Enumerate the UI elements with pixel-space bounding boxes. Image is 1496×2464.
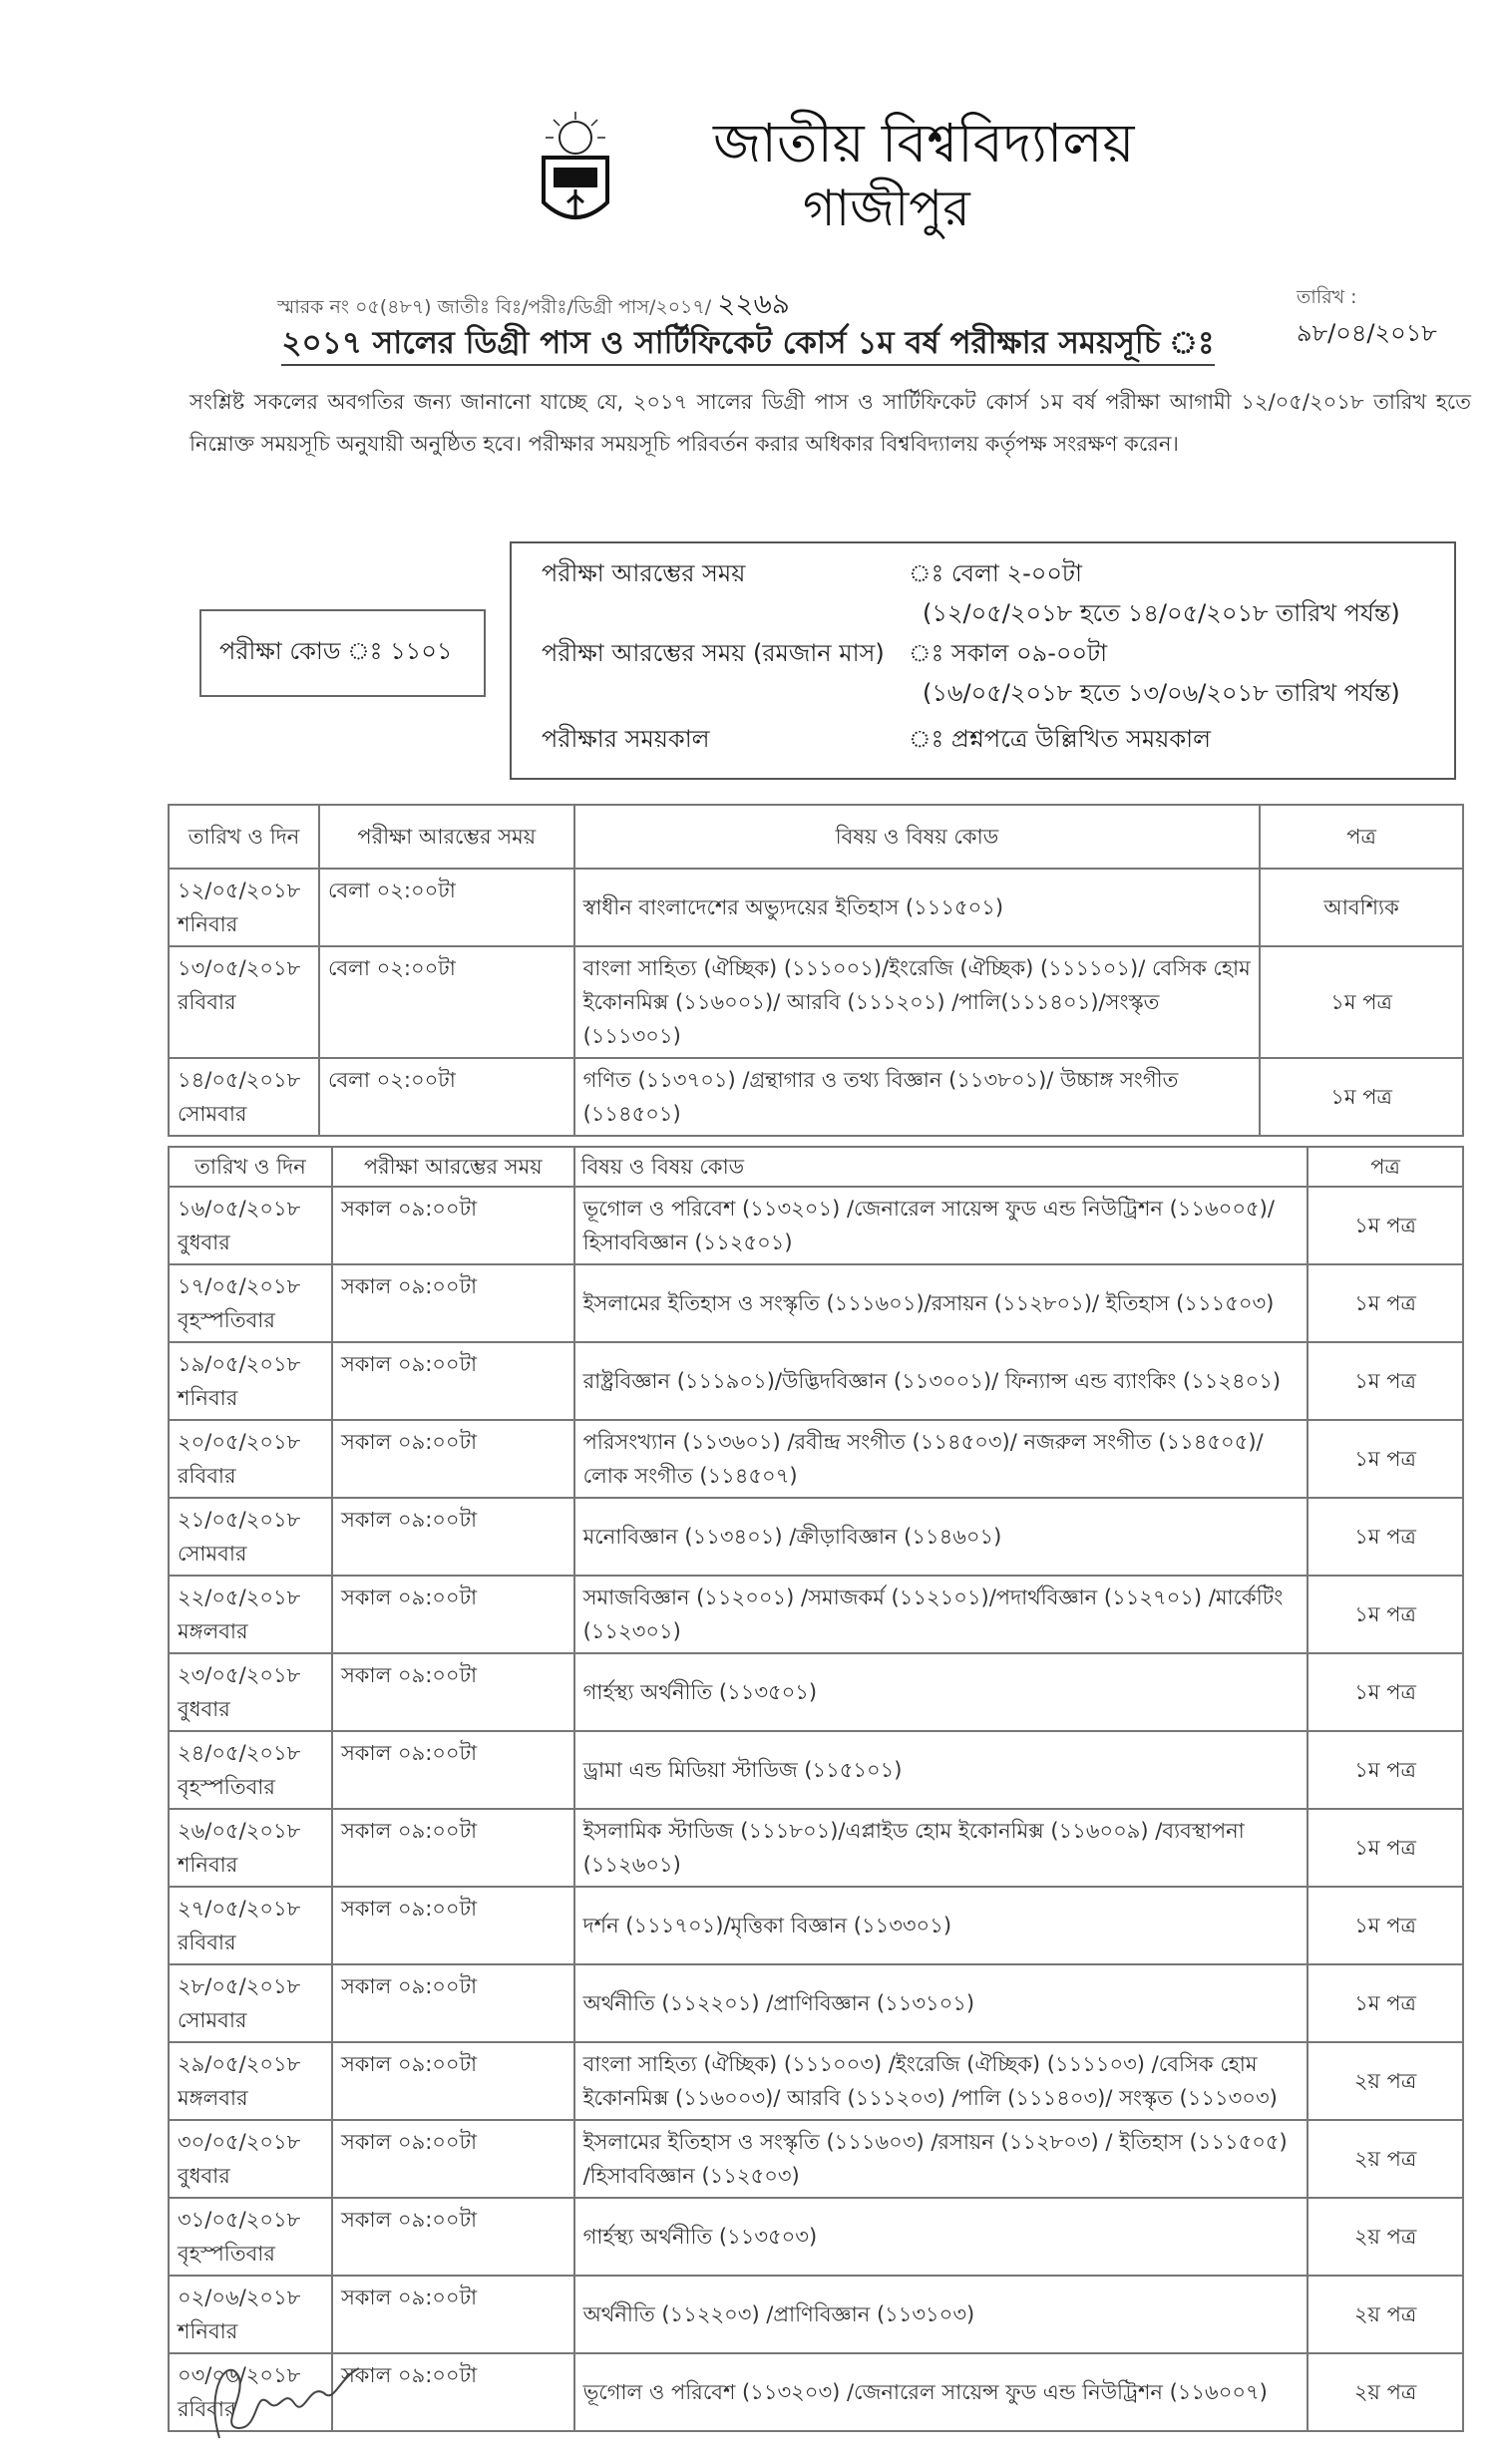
table-row [169, 1887, 1463, 1964]
exam-subject: গণিত (১১৩৭০১) /গ্রন্থাগার ও তথ্য বিজ্ঞান (১১৩৮০১)/ উচ্চাঙ্গ সংগীত (১১৪৫০১) [582, 1068, 1179, 1126]
time-cell [332, 2276, 574, 2353]
table-row [169, 2120, 1463, 2198]
paper-cell [1308, 1342, 1463, 1420]
exam-day: রবিবার [178, 1931, 236, 1954]
memo-number: ২২৬৯ [717, 287, 790, 320]
date-cell [169, 1731, 332, 1809]
time-cell [332, 1187, 574, 1264]
subject-cell [574, 1887, 1309, 1964]
subject-cell [574, 1809, 1309, 1887]
header-subject: বিষয় ও বিষয় কোড [574, 1147, 1309, 1187]
exam-date: ২৯/০৫/২০১৮ [178, 2052, 301, 2076]
subject-cell [574, 1576, 1309, 1653]
header-date: তারিখ ও দিন [169, 805, 319, 869]
exam-subject: বাংলা সাহিত্য (ঐচ্ছিক) (১১১০০৩) /ইংরেজি (ঐচ্ছিক) (১১১১০৩) /বেসিক হোম ইকোনমিক্স (১১৬০০৩)/ আরবি (১১১২০৩) /পালি (১১১৪০৩)/ সংস্কৃত (১১১৩০৩) [582, 2052, 1278, 2110]
document-title [0, 319, 1496, 371]
exam-subject: রাষ্ট্রবিজ্ঞান (১১১৯০১)/উদ্ভিদবিজ্ঞান (১১৩০০১)/ ফিন্যান্স এন্ড ব্যাংকিং (১১২৪০১) [582, 1369, 1282, 1393]
header-time: পরীক্ষা আরম্ভের সময় [319, 805, 574, 869]
exam-date: ৩০/০৫/২০১৮ [178, 2130, 301, 2154]
subject-cell [574, 1187, 1309, 1264]
paper-cell [1308, 1576, 1463, 1653]
exam-paper: ১ম পত্র [1354, 1447, 1416, 1471]
paper-cell [1308, 1653, 1463, 1731]
exam-paper: আবশ্যিক [1323, 895, 1399, 919]
paper-cell [1308, 2353, 1463, 2431]
exam-day: শনিবার [178, 912, 238, 936]
exam-date: ১৪/০৫/২০১৮ [178, 1068, 301, 1092]
title-text: ২০১৭ সালের ডিগ্রী পাস ও সার্টিফিকেট কোর্স ১ম বর্ষ পরীক্ষার সময়সূচি ঃ [281, 325, 1214, 366]
exam-day: শনিবার [178, 1386, 238, 1410]
time-cell [332, 2120, 574, 2198]
header-date: তারিখ ও দিন [169, 1147, 332, 1187]
date-cell [169, 2120, 332, 2198]
table-row [169, 1264, 1463, 1342]
time-cell [332, 1887, 574, 1964]
exam-paper: ২য় পত্র [1353, 2147, 1417, 2171]
exam-paper: ১ম পত্র [1354, 1914, 1416, 1937]
subject-cell [574, 946, 1261, 1058]
exam-time: সকাল ০৯:০০টা [340, 1197, 478, 1221]
university-name: জাতীয় বিশ্ববিদ্যালয় [713, 112, 1135, 175]
table-header-row [169, 1147, 1463, 1187]
table-header-row [169, 805, 1463, 869]
exam-date: ২২/০৫/২০১৮ [178, 1585, 301, 1609]
exam-time-info-box [510, 541, 1456, 780]
subject-cell [574, 2042, 1309, 2120]
subject-cell [574, 1653, 1309, 1731]
time-cell [319, 869, 574, 946]
header-paper: পত্র [1308, 1147, 1463, 1187]
paper-cell [1308, 1187, 1463, 1264]
exam-subject: দর্শন (১১১৭০১)/মৃত্তিকা বিজ্ঞান (১১৩৩০১) [582, 1914, 952, 1937]
exam-time: সকাল ০৯:০০টা [340, 1585, 478, 1609]
exam-date: ১৯/০৫/২০১৮ [178, 1352, 301, 1376]
exam-date: ২৬/০৫/২০১৮ [178, 1819, 301, 1843]
date-cell [169, 1498, 332, 1576]
subject-cell [574, 1058, 1261, 1136]
exam-subject: সমাজবিজ্ঞান (১১২০০১) /সমাজকর্ম (১১২১০১)/পদার্থবিজ্ঞান (১১২৭০১) /মার্কেটিং (১১২৩০১) [582, 1585, 1284, 1643]
subject-cell [574, 1964, 1309, 2042]
ramadan-time-value: ঃ সকাল ০৯-০০টা [909, 639, 1108, 667]
subject-cell [574, 2353, 1309, 2431]
date-cell [169, 2198, 332, 2276]
exam-day: বৃহস্পতিবার [178, 2242, 275, 2266]
time-cell [332, 1809, 574, 1887]
exam-date: ২৪/০৫/২০১৮ [178, 1741, 301, 1765]
table-row [169, 1342, 1463, 1420]
date-cell [169, 1653, 332, 1731]
date-cell [169, 1058, 319, 1136]
time-cell [332, 1964, 574, 2042]
subject-cell [574, 1264, 1309, 1342]
exam-paper: ১ম পত্র [1354, 1991, 1416, 2015]
date-cell [169, 1964, 332, 2042]
paper-cell [1308, 1964, 1463, 2042]
header-subject: বিষয় ও বিষয় কোড [574, 805, 1261, 869]
exam-paper: ১ম পত্র [1330, 990, 1392, 1014]
exam-paper: ১ম পত্র [1354, 1369, 1416, 1393]
intro-paragraph: সংশ্লিষ্ট সকলের অবগতির জন্য জানানো যাচ্ছে যে, ২০১৭ সালের ডিগ্রী পাস ও সার্টিফিকেট কোর্স ১ম বর্ষ পরীক্ষা আগামী ১২/০৫/২০১৮ তারিখ হতে নিম্নোক্ত সময়সূচি অনুযায়ী অনুষ্ঠিত হবে। পরীক্ষার সময়সূচি পরিবর্তন করার অধিকার বিশ্ববিদ্যালয় কর্তৃপক্ষ সংরক্ষণ করেন। [189, 390, 1471, 456]
exam-day: মঙ্গলবার [178, 2086, 248, 2110]
table-row [169, 2198, 1463, 2276]
exam-date: ০২/০৬/২০১৮ [178, 2286, 301, 2309]
exam-paper: ২য় পত্র [1353, 2302, 1417, 2326]
header-paper: পত্র [1260, 805, 1463, 869]
exam-subject: বাংলা সাহিত্য (ঐচ্ছিক) (১১১০০১)/ইংরেজি (ঐচ্ছিক) (১১১১০১)/ বেসিক হোম ইকোনমিক্স (১১৬০০১)/ আরবি (১১১২০১) /পালি(১১১৪০১)/সংস্কৃত (১১১৩০১) [582, 956, 1251, 1048]
table-row [169, 869, 1463, 946]
table-row [169, 1653, 1463, 1731]
exam-day: বৃহস্পতিবার [178, 1308, 275, 1332]
paper-cell [1308, 1264, 1463, 1342]
exam-day: রবিবার [178, 2397, 236, 2421]
duration-label: পরীক্ষার সময়কাল [542, 725, 710, 753]
exam-time: সকাল ০৯:০০টা [340, 1663, 478, 1687]
paper-cell [1308, 1420, 1463, 1498]
exam-subject: পরিসংখ্যান (১১৩৬০১) /রবীন্দ্র সংগীত (১১৪৫০৩)/ নজরুল সংগীত (১১৪৫০৫)/লোক সংগীত (১১৪৫০৭) [582, 1430, 1264, 1488]
exam-day: শনিবার [178, 1853, 238, 1877]
date-cell [169, 1342, 332, 1420]
ramadan-time-label: পরীক্ষা আরম্ভের সময় (রমজান মাস) [542, 639, 885, 667]
exam-day: বৃহস্পতিবার [178, 1775, 275, 1799]
table-row [169, 2042, 1463, 2120]
table-row [169, 1731, 1463, 1809]
date-cell [169, 1809, 332, 1887]
start-time-value: ঃ বেলা ২-০০টা [909, 559, 1082, 587]
paper-cell [1308, 1887, 1463, 1964]
exam-date: ০৩/০৬/২০১৮ [178, 2363, 301, 2387]
time-cell [332, 1498, 574, 1576]
date-cell [169, 1264, 332, 1342]
exam-subject: ভূগোল ও পরিবেশ (১১৩২০১) /জেনারেল সায়েন্স ফুড এন্ড নিউট্রিশন (১১৬০০৫)/ হিসাববিজ্ঞান (১১২৫০১) [582, 1197, 1275, 1254]
exam-paper: ১ম পত্র [1354, 1291, 1416, 1315]
exam-subject: স্বাধীন বাংলাদেশের অভ্যুদয়ের ইতিহাস (১১১৫০১) [582, 895, 1004, 919]
exam-time: সকাল ০৯:০০টা [340, 1430, 478, 1454]
date-cell [169, 869, 319, 946]
time-cell [332, 1342, 574, 1420]
exam-time: সকাল ০৯:০০টা [340, 2130, 478, 2154]
exam-time: সকাল ০৯:০০টা [340, 1741, 478, 1765]
subject-cell [574, 1420, 1309, 1498]
exam-day: বুধবার [178, 1697, 230, 1721]
paper-cell [1260, 1058, 1463, 1136]
table-row [169, 2276, 1463, 2353]
exam-subject: ড্রামা এন্ড মিডিয়া স্টাডিজ (১১৫১০১) [582, 1758, 903, 1782]
time-cell [319, 946, 574, 1058]
exam-subject: গার্হস্থ্য অর্থনীতি (১১৩৫০১) [582, 1680, 818, 1704]
duration-value: ঃ প্রশ্নপত্রে উল্লিখিত সময়কাল [909, 725, 1211, 753]
table-row [169, 1420, 1463, 1498]
exam-day: মঙ্গলবার [178, 1619, 248, 1643]
exam-time: সকাল ০৯:০০টা [340, 1819, 478, 1843]
exam-date: ২৮/০৫/২০১৮ [178, 1974, 301, 1998]
paper-cell [1308, 1731, 1463, 1809]
exam-paper: ১ম পত্র [1354, 1214, 1416, 1237]
ramadan-time-range: (১৬/০৫/২০১৮ হতে ১৩/০৬/২০১৮ তারিখ পর্যন্ত) [923, 679, 1400, 707]
time-cell [332, 1576, 574, 1653]
paper-cell [1308, 2276, 1463, 2353]
signature [199, 2348, 369, 2448]
university-logo [534, 108, 617, 237]
schedule-table-morning [168, 1146, 1464, 2432]
exam-date: ২৭/০৫/২০১৮ [178, 1897, 301, 1921]
exam-paper: ১ম পত্র [1354, 1602, 1416, 1626]
exam-date: ১২/০৫/২০১৮ [178, 879, 301, 902]
exam-paper: ১ম পত্র [1354, 1525, 1416, 1549]
date-cell [169, 946, 319, 1058]
exam-paper: ১ম পত্র [1330, 1085, 1392, 1109]
exam-time: সকাল ০৯:০০টা [340, 2052, 478, 2076]
exam-time: সকাল ০৯:০০টা [340, 2208, 478, 2232]
exam-subject: ইসলামের ইতিহাস ও সংস্কৃতি (১১১৬০১)/রসায়ন (১১২৮০১)/ ইতিহাস (১১১৫০৩) [582, 1291, 1275, 1315]
date-cell [169, 1420, 332, 1498]
exam-time: সকাল ০৯:০০টা [340, 1897, 478, 1921]
exam-time: সকাল ০৯:০০টা [340, 2363, 478, 2387]
exam-date: ২৩/০৫/২০১৮ [178, 1663, 301, 1687]
exam-paper: ২য় পত্র [1353, 2380, 1417, 2404]
subject-cell [574, 869, 1261, 946]
schedule-table-afternoon [168, 804, 1464, 1137]
date-cell [169, 1187, 332, 1264]
exam-day: সোমবার [178, 2008, 247, 2032]
paper-cell [1260, 946, 1463, 1058]
time-cell [332, 2198, 574, 2276]
exam-date: ২১/০৫/২০১৮ [178, 1508, 301, 1532]
date-label: তারিখ : [1297, 286, 1357, 308]
paper-cell [1308, 2198, 1463, 2276]
subject-cell [574, 2276, 1309, 2353]
time-cell [332, 1653, 574, 1731]
paper-cell [1308, 2042, 1463, 2120]
exam-date: ১৩/০৫/২০১৮ [178, 956, 301, 980]
paper-cell [1308, 2120, 1463, 2198]
exam-day: বুধবার [178, 1231, 230, 1254]
exam-time: সকাল ০৯:০০টা [340, 1508, 478, 1532]
paper-cell [1260, 869, 1463, 946]
subject-cell [574, 1731, 1309, 1809]
exam-time: সকাল ০৯:০০টা [340, 1974, 478, 1998]
subject-cell [574, 1342, 1309, 1420]
time-cell [332, 2042, 574, 2120]
exam-subject: মনোবিজ্ঞান (১১৩৪০১) /ক্রীড়াবিজ্ঞান (১১৪৬০১) [582, 1525, 1002, 1549]
exam-paper: ২য় পত্র [1353, 2225, 1417, 2249]
date-cell [169, 1887, 332, 1964]
exam-subject: ইসলামের ইতিহাস ও সংস্কৃতি (১১১৬০৩) /রসায়ন (১১২৮০৩) / ইতিহাস (১১১৫০৫) /হিসাববিজ্ঞান (১১২৫০৩) [582, 2130, 1288, 2188]
exam-subject: অর্থনীতি (১১২২০৩) /প্রাণিবিজ্ঞান (১১৩১০৩) [582, 2302, 975, 2326]
subject-cell [574, 2120, 1309, 2198]
exam-time: সকাল ০৯:০০টা [340, 2286, 478, 2309]
exam-date: ১৭/০৫/২০১৮ [178, 1274, 301, 1298]
date-value: ৯৮/০৪/২০১৮ [1297, 319, 1437, 347]
university-city: গাজীপুর [803, 179, 970, 237]
date-cell [169, 2042, 332, 2120]
exam-day: সোমবার [178, 1102, 247, 1126]
exam-time: সকাল ০৯:০০টা [340, 1352, 478, 1376]
exam-time: বেলা ০২:০০টা [327, 1068, 456, 1092]
exam-day: রবিবার [178, 990, 236, 1014]
table-row [169, 1498, 1463, 1576]
exam-subject: অর্থনীতি (১১২২০১) /প্রাণিবিজ্ঞান (১১৩১০১) [582, 1991, 975, 2015]
exam-time: বেলা ০২:০০টা [327, 879, 456, 902]
exam-paper: ১ম পত্র [1354, 1680, 1416, 1704]
table-row [169, 1576, 1463, 1653]
start-time-label: পরীক্ষা আরম্ভের সময় [542, 559, 746, 587]
exam-day: বুধবার [178, 2164, 230, 2188]
exam-subject: ভূগোল ও পরিবেশ (১১৩২০৩) /জেনারেল সায়েন্স ফুড এন্ড নিউট্রিশন (১১৬০০৭) [582, 2380, 1268, 2404]
exam-day: শনিবার [178, 2319, 238, 2343]
table-row [169, 1058, 1463, 1136]
exam-code-box: পরীক্ষা কোড ঃ ১১০১ [199, 609, 486, 697]
exam-paper: ১ম পত্র [1354, 1836, 1416, 1860]
exam-date: ৩১/০৫/২০১৮ [178, 2208, 301, 2232]
start-time-range: (১২/০৫/২০১৮ হতে ১৪/০৫/২০১৮ তারিখ পর্যন্ত) [923, 599, 1400, 627]
exam-subject: ইসলামিক স্টাডিজ (১১১৮০১)/এপ্লাইড হোম ইকোনমিক্স (১১৬০০৯) /ব্যবস্থাপনা (১১২৬০১) [582, 1819, 1245, 1877]
exam-date: ২০/০৫/২০১৮ [178, 1430, 301, 1454]
header-time: পরীক্ষা আরম্ভের সময় [332, 1147, 574, 1187]
memo-prefix: স্মারক নং ০৫(৪৮৭) জাতীঃ বিঃ/পরীঃ/ডিগ্রী পাস/২০১৭/ [277, 296, 712, 318]
table-row [169, 1187, 1463, 1264]
time-cell [319, 1058, 574, 1136]
exam-time: সকাল ০৯:০০টা [340, 1274, 478, 1298]
time-cell [332, 1420, 574, 1498]
exam-paper: ২য় পত্র [1353, 2069, 1417, 2093]
time-cell [332, 1731, 574, 1809]
table-row [169, 946, 1463, 1058]
date-cell [169, 2276, 332, 2353]
exam-time: বেলা ০২:০০টা [327, 956, 456, 980]
paper-cell [1308, 1809, 1463, 1887]
exam-paper: ১ম পত্র [1354, 1758, 1416, 1782]
exam-day: সোমবার [178, 1542, 247, 1566]
exam-date: ১৬/০৫/২০১৮ [178, 1197, 301, 1221]
exam-day: রবিবার [178, 1464, 236, 1488]
subject-cell [574, 2198, 1309, 2276]
subject-cell [574, 1498, 1309, 1576]
table-row [169, 1809, 1463, 1887]
exam-subject: গার্হস্থ্য অর্থনীতি (১১৩৫০৩) [582, 2225, 818, 2249]
paper-cell [1308, 1498, 1463, 1576]
table-row [169, 1964, 1463, 2042]
date-cell [169, 1576, 332, 1653]
time-cell [332, 1264, 574, 1342]
